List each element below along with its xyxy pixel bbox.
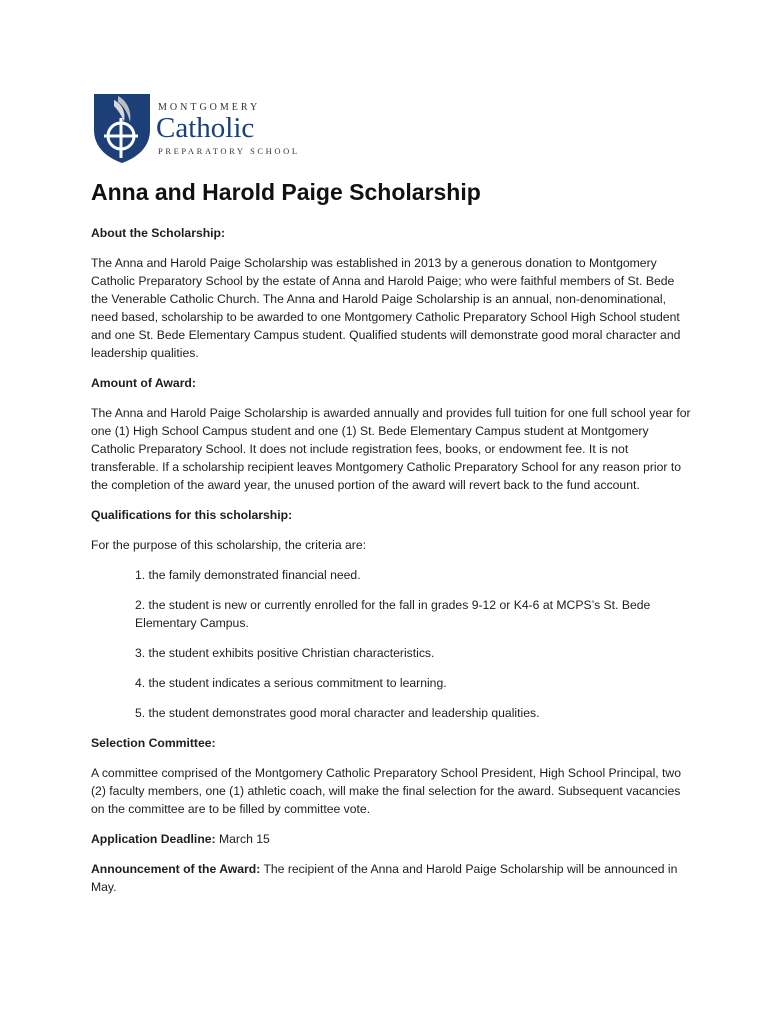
deadline-line: [91, 830, 691, 848]
criteria-item: 1. the family demonstrated financial need.: [135, 568, 361, 582]
page-title: Anna and Harold Paige Scholarship: [91, 179, 481, 205]
announcement-label: Announcement of the Award:: [91, 862, 261, 876]
announcement-value: The recipient of the Anna and Harold Paige Scholarship will be announced in May.: [91, 862, 678, 894]
criteria-list: [91, 566, 691, 722]
committee-body: A committee comprised of the Montgomery Catholic Preparatory School President, High School Principal, two (2) faculty members, one (1) athletic coach, will make the final selection for the award. Subsequent vacancies on the committee are to be filled by committee vote.: [91, 766, 682, 816]
committee-heading: Selection Committee:: [91, 736, 216, 750]
logo-line-preparatory: PREPARATORY SCHOOL: [158, 146, 300, 156]
announcement-line: [91, 860, 691, 896]
deadline-label: Application Deadline:: [91, 832, 216, 846]
shield-crest-icon: [92, 92, 152, 164]
amount-body: The Anna and Harold Paige Scholarship is awarded annually and provides full tuition for one full school year for one (1) High School Campus student and one (1) St. Bede Elementary Campus student at Montgomery Catholic Preparatory School. It does not include registration fees, books, or endowment fee. It is not transferable. If a scholarship recipient leaves Montgomery Catholic Preparatory School for any reason prior to the completion of the award year, the unused portion of the award will revert back to the fund account.: [91, 406, 691, 492]
school-logo: [92, 92, 314, 164]
deadline-value: March 15: [215, 832, 270, 846]
criteria-item: 2. the student is new or currently enrolled for the fall in grades 9-12 or K4-6 at MCPS’s St. Bede Elementary Campus.: [135, 598, 651, 630]
criteria-item: 3. the student exhibits positive Christian characteristics.: [135, 646, 435, 660]
about-body: The Anna and Harold Paige Scholarship was established in 2013 by a generous donation to Montgomery Catholic Preparatory School by the estate of Anna and Harold Paige; who were faithful members of St. Bede the Venerable Catholic Church. The Anna and Harold Paige Scholarship is an annual, non-denominational, need based, scholarship to be awarded to one Montgomery Catholic Preparatory School High School student and one St. Bede Elementary Campus student. Qualified students will demonstrate good moral character and leadership qualities.: [91, 256, 681, 360]
criteria-item: 4. the student indicates a serious commitment to learning.: [135, 676, 447, 690]
qualifications-intro: For the purpose of this scholarship, the criteria are:: [91, 538, 367, 552]
qualifications-heading: Qualifications for this scholarship:: [91, 508, 293, 522]
amount-heading: Amount of Award:: [91, 376, 196, 390]
logo-line-catholic: Catholic: [156, 112, 255, 144]
document-body: [91, 224, 691, 908]
logo-line-montgomery: MONTGOMERY: [158, 102, 261, 113]
about-heading: About the Scholarship:: [91, 226, 226, 240]
criteria-item: 5. the student demonstrates good moral character and leadership qualities.: [135, 706, 540, 720]
